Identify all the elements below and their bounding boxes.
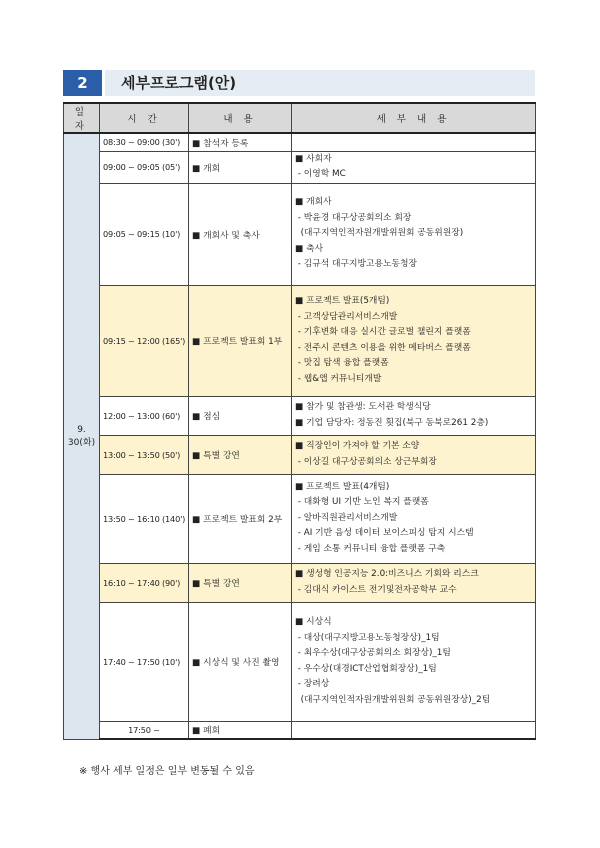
details-line: ■ 축사 bbox=[295, 243, 324, 254]
time-cell: 09:15 ~ 12:00 (165') bbox=[100, 285, 189, 396]
content-cell: ■ 폐회 bbox=[189, 721, 292, 739]
date-cell: 9. 30(화) bbox=[64, 133, 100, 739]
time-cell: 13:00 ~ 13:50 (50') bbox=[100, 435, 189, 474]
details-line: - 게임 소통 커뮤니티 융합 플랫폼 구축 bbox=[295, 543, 446, 554]
details-cell bbox=[292, 183, 536, 285]
details-line: - 대상(대구지방고용노동청장상)_1팀 bbox=[295, 632, 440, 643]
time-cell: 09:05 ~ 09:15 (10') bbox=[100, 183, 189, 285]
content-cell: ■ 참석자 등록 bbox=[189, 133, 292, 151]
content-cell: ■ 점심 bbox=[189, 396, 292, 435]
details-line: - 이상길 대구상공회의소 상근부회장 bbox=[295, 456, 437, 467]
details-cell bbox=[292, 396, 536, 435]
details-cell bbox=[292, 151, 536, 183]
details-line: ■ 프로젝트 발표(4개팀) bbox=[295, 481, 390, 492]
details-line: ■ 개회사 bbox=[295, 197, 332, 208]
details-cell bbox=[292, 563, 536, 602]
details-line: - 전주시 콘텐츠 이용을 위한 메타버스 플랫폼 bbox=[295, 342, 471, 353]
header-time: 시 간 bbox=[100, 103, 189, 133]
time-cell: 13:50 ~ 16:10 (140') bbox=[100, 474, 189, 563]
table-row bbox=[64, 396, 536, 435]
content-cell: ■ 개회사 및 축사 bbox=[189, 183, 292, 285]
details-line: ■ 참가 및 참관생: 도서관 학생식당 bbox=[295, 402, 431, 412]
details-line: - 박윤경 대구상공회의소 회장 bbox=[295, 212, 412, 223]
details-line: ■ 프로젝트 발표(5개팀) bbox=[295, 296, 390, 306]
details-line: - 장려상 bbox=[295, 679, 330, 689]
table-row bbox=[64, 435, 536, 474]
details-line: ■ 사회자 bbox=[295, 153, 332, 164]
content-cell: ■ 프로젝트 발표회 1부 bbox=[189, 285, 292, 396]
details-line: (대구지역인적자원개발위원회 공동위원장) bbox=[295, 228, 464, 239]
table-row bbox=[64, 474, 536, 563]
table-row bbox=[64, 151, 536, 183]
details-line: - 우수상(대경ICT산업협회장상)_1팀 bbox=[295, 663, 437, 674]
content-cell: ■ 특별 강연 bbox=[189, 563, 292, 602]
details-cell bbox=[292, 474, 536, 563]
content-cell: ■ 개회 bbox=[189, 151, 292, 183]
details-line: ■ 생성형 인공지능 2.0:비즈니스 기회와 리스크 bbox=[295, 569, 479, 579]
details-line: - 알바직원관리서비스개발 bbox=[295, 512, 398, 523]
table-row bbox=[64, 602, 536, 721]
table-row bbox=[64, 285, 536, 396]
program-table bbox=[63, 102, 536, 740]
details-line: - 김대식 카이스트 전기및전자공학부 교수 bbox=[295, 584, 457, 595]
schedule-note: ※ 행사 세부 일정은 일부 변동될 수 있음 bbox=[79, 766, 255, 777]
details-line: - 웹&앱 커뮤니티개발 bbox=[295, 373, 382, 384]
section-header bbox=[63, 70, 535, 96]
time-cell: 08:30 ~ 09:00 (30') bbox=[100, 133, 189, 151]
details-line: - 고객상담관리서비스개발 bbox=[295, 311, 398, 322]
header-date: 일 자 bbox=[64, 103, 100, 133]
details-cell bbox=[292, 435, 536, 474]
details-line: - 대화형 UI 기반 노인 복지 플랫폼 bbox=[295, 497, 429, 508]
table-row bbox=[64, 133, 536, 151]
details-cell bbox=[292, 721, 536, 739]
section-title: 세부프로그램(안) bbox=[105, 70, 535, 96]
details-line: - 이영학 MC bbox=[295, 169, 346, 179]
table-row bbox=[64, 721, 536, 739]
details-line: - 김규석 대구지방고용노동청장 bbox=[295, 259, 418, 270]
header-content: 내 용 bbox=[189, 103, 292, 133]
details-line: - AI 기반 음성 데이터 보이스피싱 탐지 시스템 bbox=[295, 528, 474, 539]
content-cell: ■ 특별 강연 bbox=[189, 435, 292, 474]
time-cell: 16:10 ~ 17:40 (90') bbox=[100, 563, 189, 602]
time-cell: 17:50 ~ bbox=[100, 721, 189, 739]
time-cell: 12:00 ~ 13:00 (60') bbox=[100, 396, 189, 435]
details-line: - 최우수상(대구상공회의소 회장상)_1팀 bbox=[295, 648, 451, 658]
details-line: - 기후변화 대응 실시간 글로벌 챌린지 플랫폼 bbox=[295, 327, 471, 337]
details-line: - 맛집 탐색 융합 플랫폼 bbox=[295, 358, 389, 368]
details-cell bbox=[292, 133, 536, 151]
details-line: ■ 기업 담당자: 정동진 횟집(북구 동북로261 2층) bbox=[295, 417, 489, 428]
details-line: (대구지역인적자원개발위원회 공동위원장상)_2팀 bbox=[295, 694, 491, 705]
time-cell: 17:40 ~ 17:50 (10') bbox=[100, 602, 189, 721]
time-cell: 09:00 ~ 09:05 (05') bbox=[100, 151, 189, 183]
details-cell bbox=[292, 602, 536, 721]
details-line: ■ 시상식 bbox=[295, 617, 332, 627]
details-cell bbox=[292, 285, 536, 396]
header-details: 세 부 내 용 bbox=[292, 103, 536, 133]
table-header-row bbox=[64, 103, 536, 133]
details-line: ■ 직장인이 가져야 할 기본 소양 bbox=[295, 441, 420, 451]
content-cell: ■ 프로젝트 발표회 2부 bbox=[189, 474, 292, 563]
table-row bbox=[64, 183, 536, 285]
content-cell: ■ 시상식 및 사진 촬영 bbox=[189, 602, 292, 721]
table-row bbox=[64, 563, 536, 602]
section-number: 2 bbox=[63, 70, 105, 96]
